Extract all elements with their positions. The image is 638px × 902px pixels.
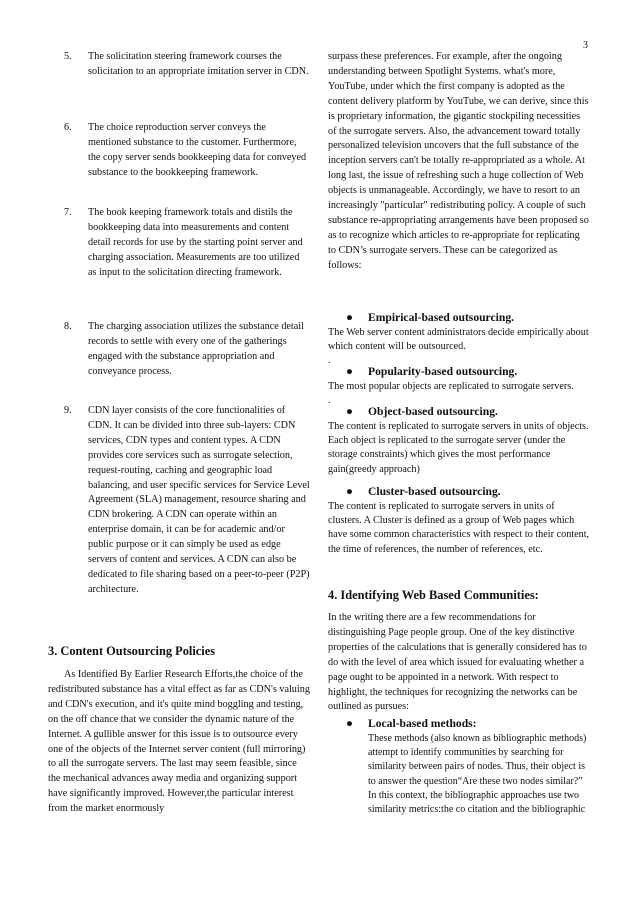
list-item-text: The charging association utilizes the substance detail records to settle with every one of the gatherings engaged with the substance appropriation and conveyance process.	[88, 321, 304, 377]
bullet-object-heading	[346, 404, 590, 419]
list-item-number: 8.	[64, 321, 72, 332]
bullet-popularity-heading	[346, 364, 590, 379]
list-item-number: 7.	[64, 207, 72, 218]
section-4-paragraph: In the writing there are a few recommendations for distinguishing Page people group. One of the key distinctive properties of the calculations that is generally considered has to do with the level of area which issued for evaluating whether a page ought to be appointed in a network. With respect to highlight, the techniques for recognizing the networks can be outlined as pursues:	[328, 612, 587, 713]
bullet-title: Cluster-based outsourcing.	[368, 485, 501, 498]
bullet-icon: ●	[346, 311, 354, 324]
page-number: 3	[583, 40, 588, 51]
list-item-number: 5.	[64, 51, 72, 62]
bullet-empirical-body: The Web server content administrators decide empirically about which content will be outsourced.	[328, 327, 589, 353]
bullet-object-body: The content is replicated to surrogate servers in units of objects. Each object is replicated to the surrogate server (under the storage constraints) which gives the most performance gain(greedy approach)	[328, 421, 589, 475]
bullet-title: Popularity-based outsourcing.	[368, 365, 518, 378]
stray-period: .	[328, 355, 331, 366]
list-item-number: 9.	[64, 405, 72, 416]
continued-paragraph: surpass these preferences. For example, after the ongoing understanding between Spotlight Systems. what's more, YouTube, under which the first company is adopted as the content delivery platform by YouTube, we can derive, since this is proprietary information, the gigantic stockpiling necessities of the surrogate servers. Also, the advancement toward totally personalized television uncovers that the full substance of the inception servers can't be totally re-appropriated as a whole. At long last, the issue of refreshing such a huge collection of Web objects is unmanageable. Accordingly, we have to resort to an increasingly "particular" redistributing policy. A couple of such substance re-appropriating arrangements have been proposed so as to recognize which articles to re-appropriate for replicating to CDN’s surrogate servers. These can be categorized as follows:	[328, 51, 589, 271]
bullet-popularity-body: The most popular objects are replicated to surrogate servers.	[328, 381, 574, 392]
bullet-local-methods-heading	[346, 716, 590, 731]
section-3-paragraph: As Identified By Earlier Research Efforts,the choice of the redistributed substance has a vital effect as far as CDN's valuing and CDN's execution, and it's quite mind boggling and testing, on the off chance that we consider the dynamic nature of the Internet. A gullible answer for this issue is to outsource every one of the objects of the Internet server content (full mirroring) to all the surrogate servers. The last may seem feasible, since the mechanical advances away media and organizing support have significantly improved. However,the particular interest from the market enormously	[48, 669, 310, 815]
bullet-cluster-heading	[346, 484, 590, 499]
bullet-empirical-heading	[346, 310, 590, 325]
list-item-text: The solicitation steering framework courses the solicitation to an appropriate imitation server in CDN.	[88, 51, 309, 77]
bullet-icon: ●	[346, 365, 354, 378]
bullet-icon: ●	[346, 405, 354, 418]
list-item-number: 6.	[64, 122, 72, 133]
bullet-icon: ●	[346, 717, 354, 730]
section-4-heading: 4. Identifying Web Based Communities:	[328, 588, 539, 602]
bullet-local-methods-body: These methods (also known as bibliographic methods) attempt to identify communities by searching for similarity between pairs of nodes. Thus, their object is to answer the question“Are these two nodes similar?” In this context, the bibliographic approaches use two similarity metrics:the co citation and the bibliographic	[368, 733, 587, 816]
bullet-title: Empirical-based outsourcing.	[368, 311, 515, 324]
stray-period: .	[328, 395, 331, 406]
list-item-text: CDN layer consists of the core functionalities of CDN. It can be divided into three sub-layers: CDN services, CDN types and content types. A CDN provides core services such as surrogate selection, request-routing, caching and geographic load balancing, and user specific services for Service Level Agreement (SLA) management, resource sharing and CDN brokering. A CDN can operate within an enterprise domain, it can be for academic and/or public purpose or it can simply be used as edge servers of content and services. A CDN can also be dedicated to file sharing based on a peer-to-peer (P2P) architecture.	[88, 405, 310, 595]
bullet-icon: ●	[346, 485, 354, 498]
bullet-title: Local-based methods:	[368, 717, 477, 730]
list-item-text: The choice reproduction server conveys the mentioned substance to the customer. Furthermore, the copy server sends bookkeeping data for conveyed substance to the bookkeeping framework.	[88, 122, 307, 178]
list-item-text: The book keeping framework totals and distils the bookkeeping data into measurements and content detail records for use by the starting point server and charging association. Measurements are too utilized as input to the solicitation directing framework.	[88, 207, 303, 278]
bullet-cluster-body: The content is replicated to surrogate servers in units of clusters. A Cluster is defined as a group of Web pages which have some common characteristics with respect to their content, the time of references, the number of references, etc.	[328, 501, 590, 555]
bullet-title: Object-based outsourcing.	[368, 405, 498, 418]
section-3-heading: 3. Content Outsourcing Policies	[48, 644, 216, 658]
